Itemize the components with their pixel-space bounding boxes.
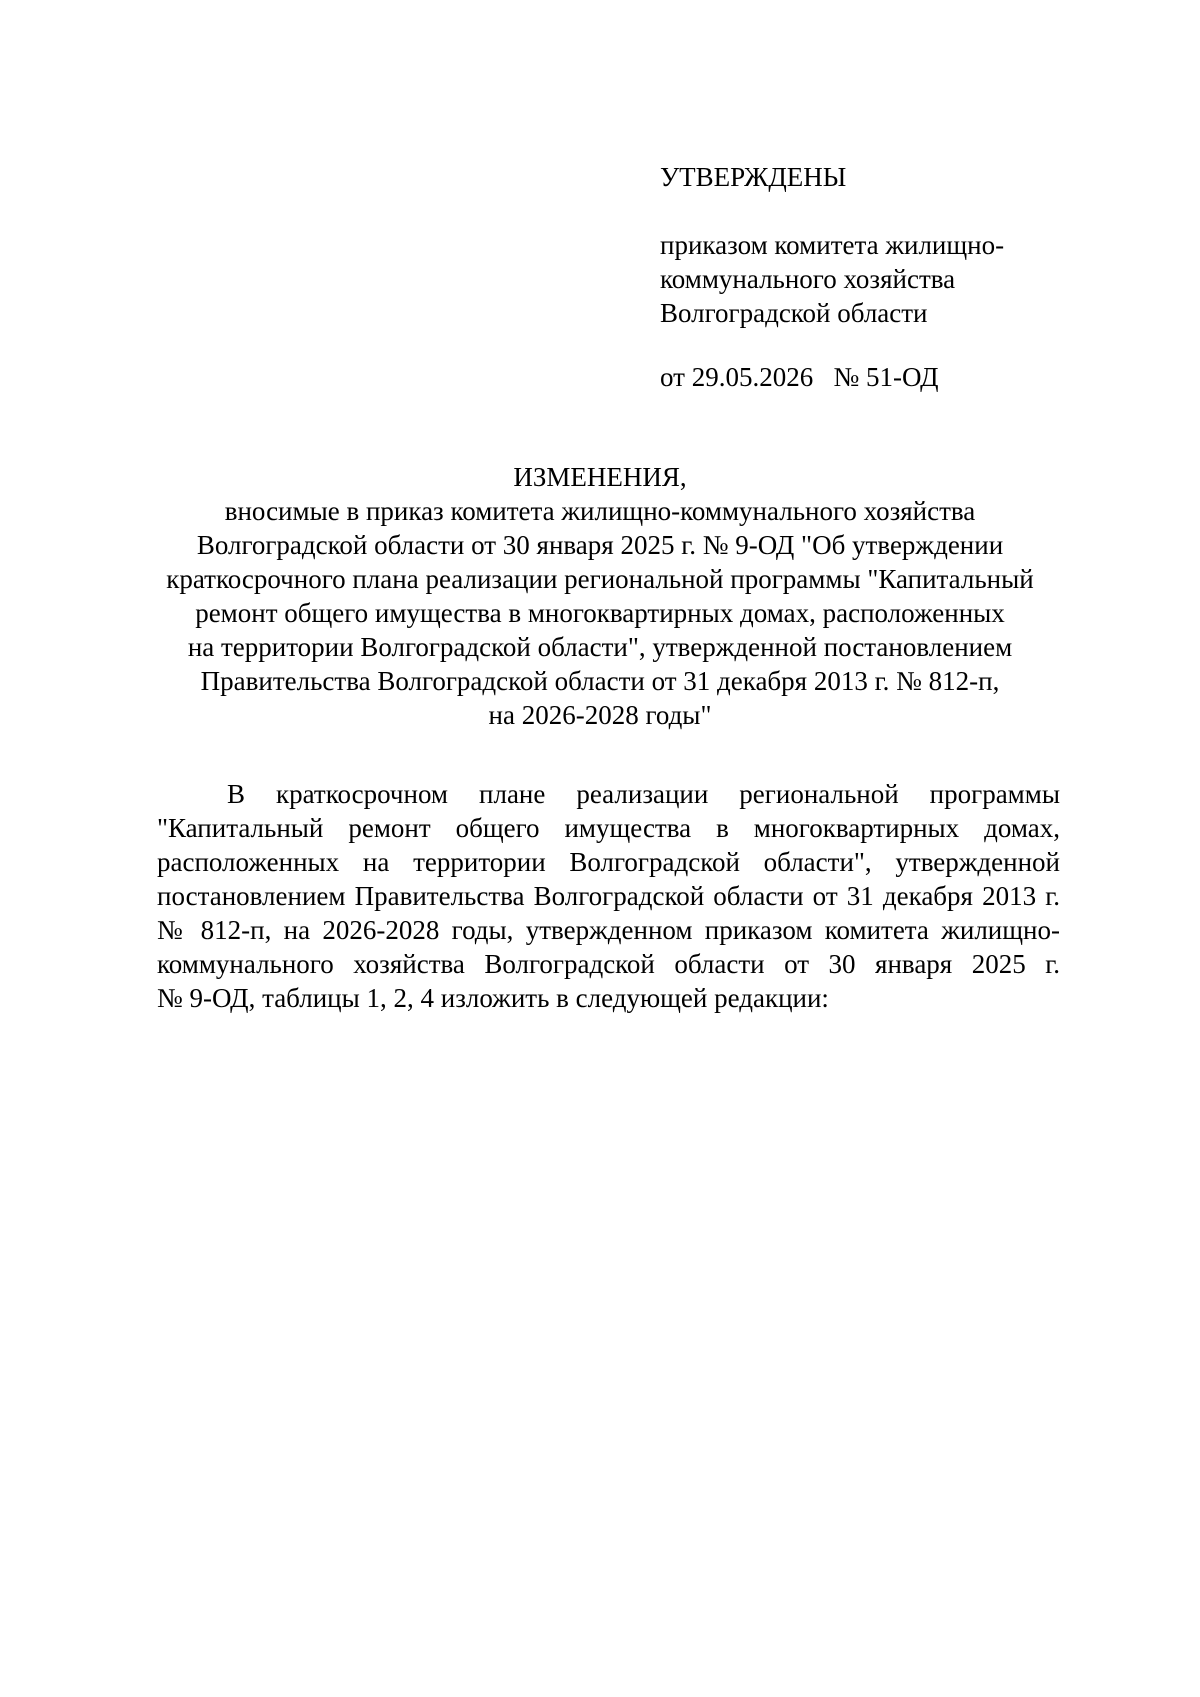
approval-date-number: от 29.05.2026 № 51-ОД	[660, 362, 939, 392]
approval-title: УТВЕРЖДЕНЫ	[660, 162, 847, 192]
body-line: коммунального хозяйства Волгоградской области от 30 января 2025 г.	[157, 949, 1060, 979]
heading-line: на 2026-2028 годы"	[488, 700, 712, 730]
body-line: "Капитальный ремонт общего имущества в многоквартирных домах,	[157, 813, 1060, 843]
heading-line: Правительства Волгоградской области от 31 декабря 2013 г. № 812-п,	[200, 666, 1000, 696]
approval-line: приказом комитета жилищно-	[660, 230, 1005, 260]
document-heading	[140, 460, 1060, 732]
body-line: расположенных на территории Волгоградской области", утвержденной	[157, 847, 1060, 877]
approval-issuer	[660, 228, 1080, 330]
approval-line: Волгоградской области	[660, 298, 928, 328]
body-line: № 9-ОД, таблицы 1, 2, 4 изложить в следующей редакции:	[157, 983, 829, 1013]
body-line: № 812-п, на 2026-2028 годы, утвержденном приказом комитета жилищно-	[157, 915, 1060, 945]
heading-line: ремонт общего имущества в многоквартирных домах, расположенных	[195, 598, 1005, 628]
body-paragraph	[157, 777, 1060, 1015]
heading-line: краткосрочного плана реализации региональной программы "Капитальный	[166, 564, 1034, 594]
body-line: постановлением Правительства Волгоградской области от 31 декабря 2013 г.	[157, 881, 1060, 911]
heading-line: Волгоградской области от 30 января 2025 г. № 9-ОД "Об утверждении	[196, 530, 1004, 560]
approval-block	[660, 160, 1080, 394]
heading-line: на территории Волгоградской области", утвержденной постановлением	[187, 632, 1013, 662]
body-line: В краткосрочном плане реализации региональной программы	[227, 779, 1060, 809]
approval-line: коммунального хозяйства	[660, 264, 956, 294]
heading-line: вносимые в приказ комитета жилищно-коммунального хозяйства	[224, 496, 976, 526]
heading-title: ИЗМЕНЕНИЯ,	[513, 462, 687, 492]
